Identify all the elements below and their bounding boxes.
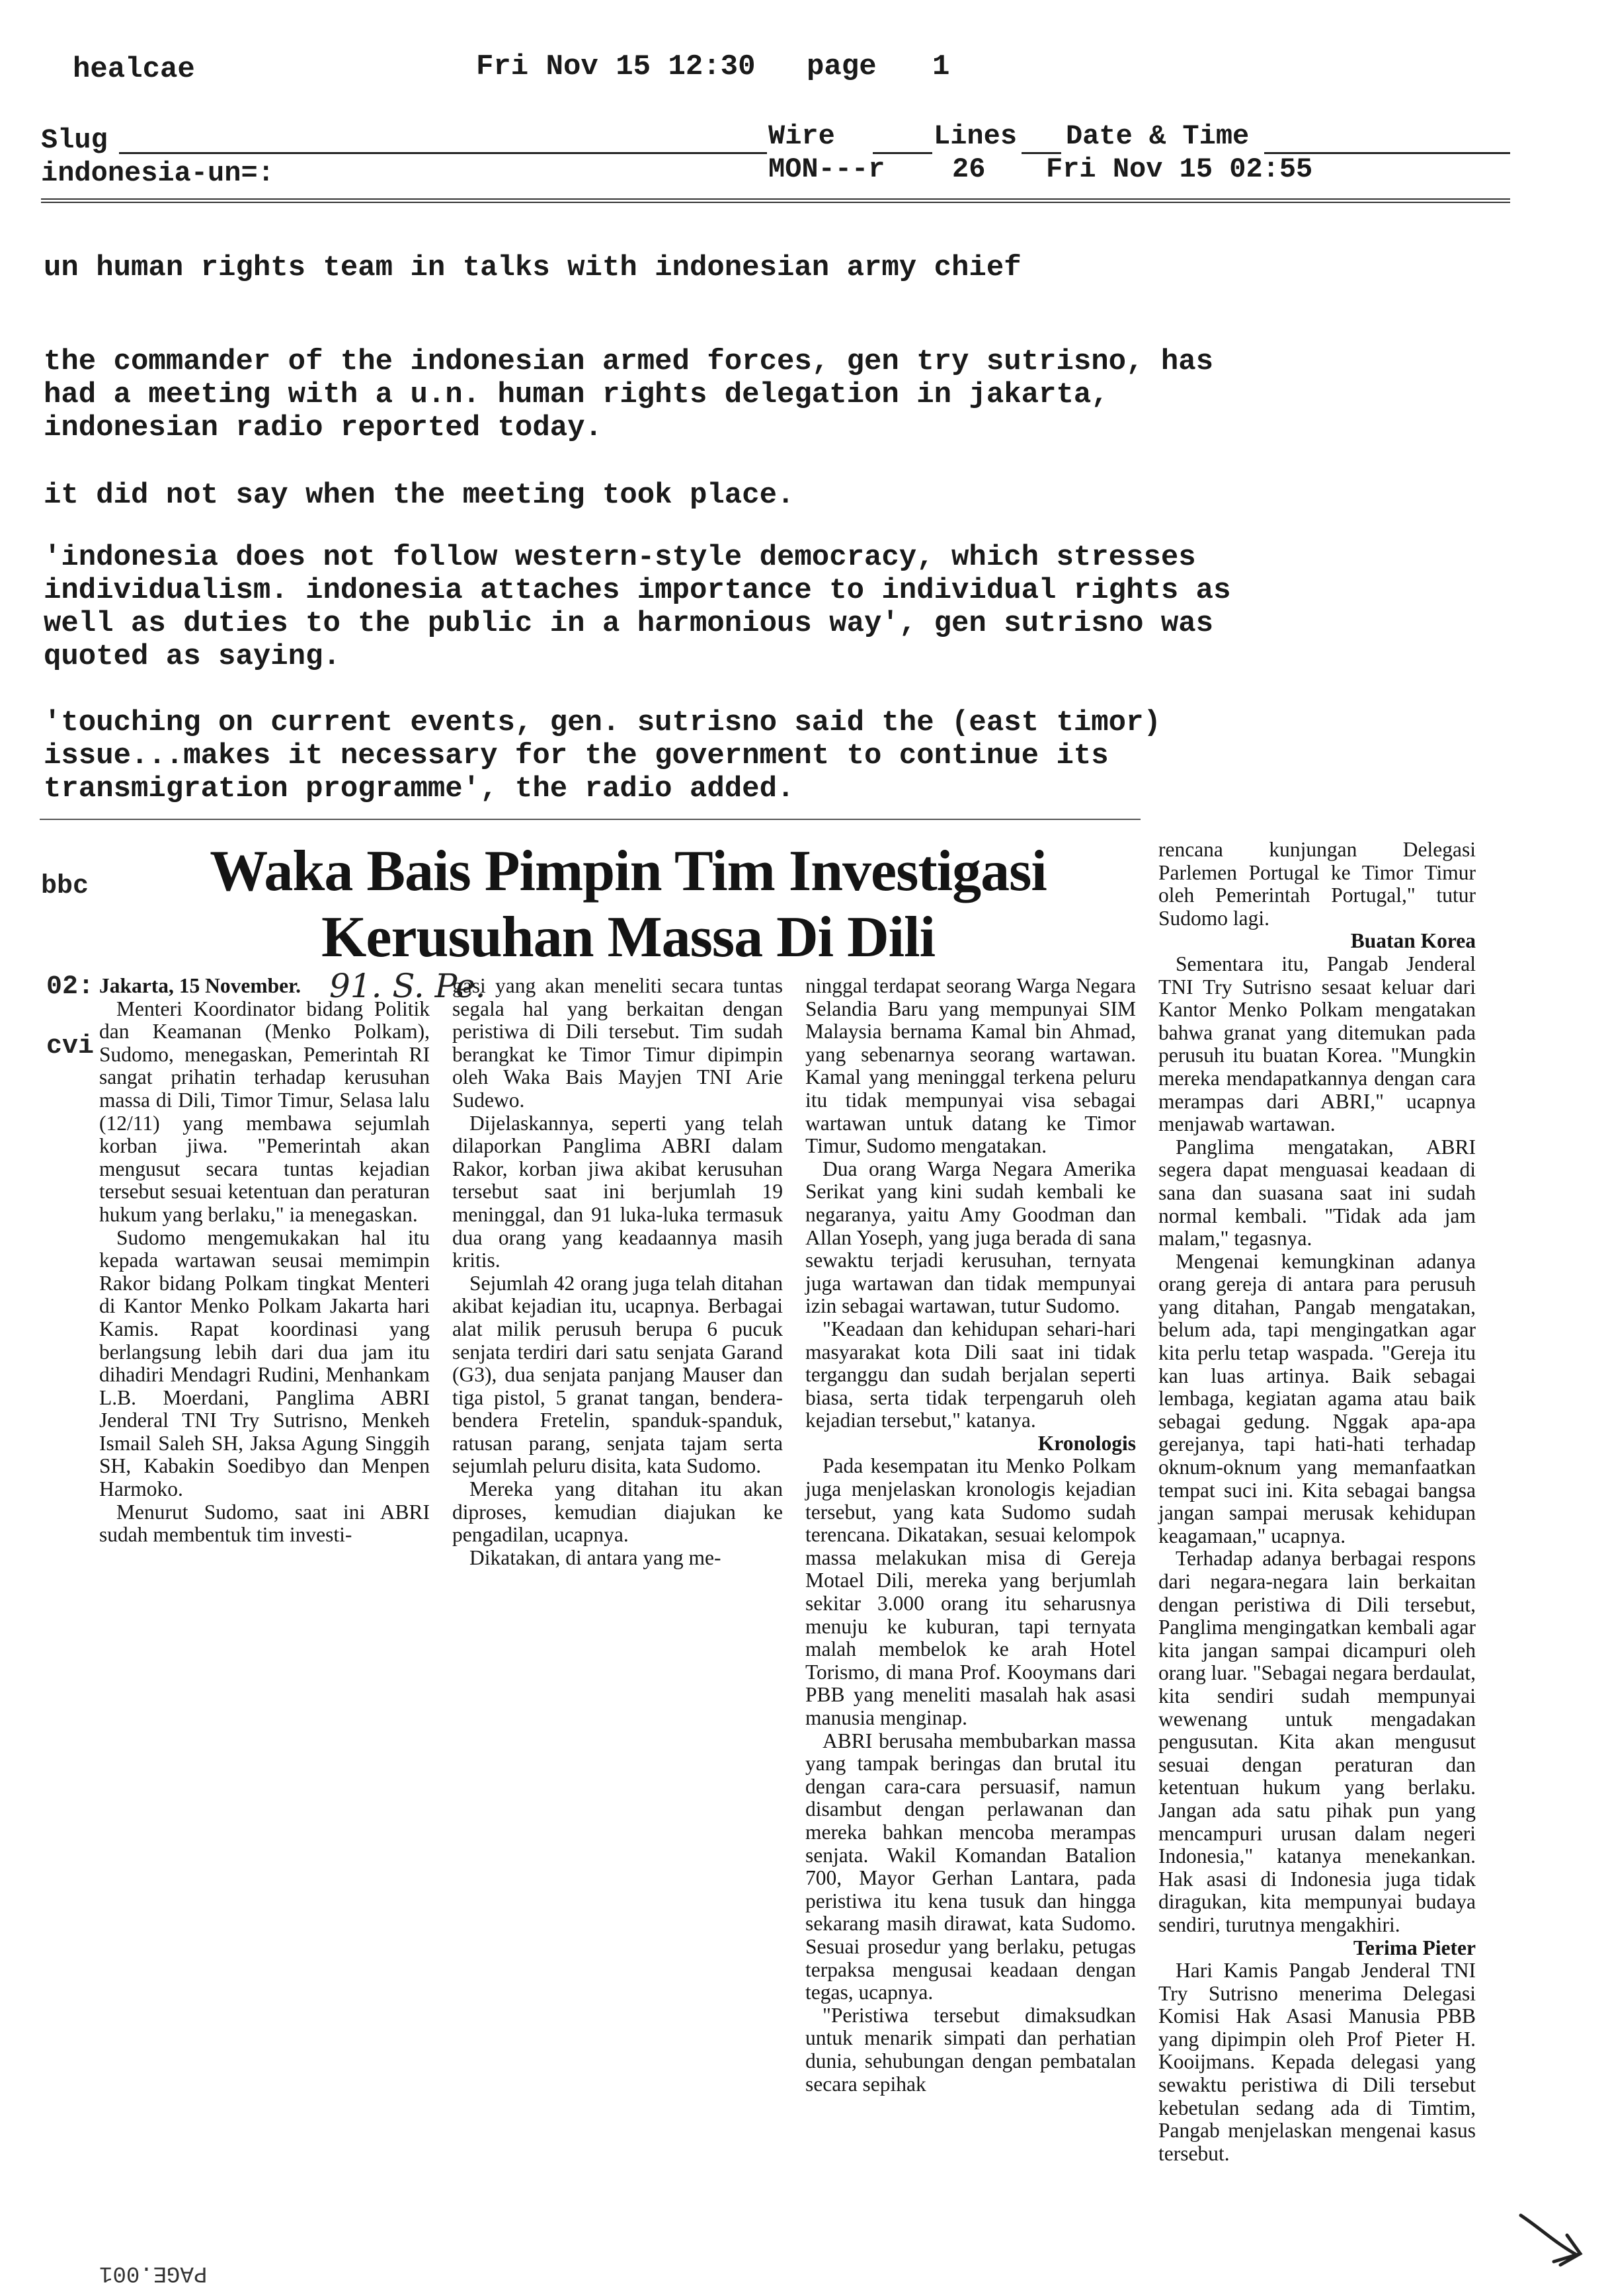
header-datetime: Fri Nov 15 12:30: [476, 50, 756, 83]
lines-label: Lines: [934, 120, 1018, 152]
clipping-top-edge: [40, 819, 1141, 820]
article-paragraph: Menurut Sudomo, saat ini ABRI sudah membentuk tim investi-: [99, 1500, 430, 1547]
article-paragraph: rencana kunjungan Delegasi Parlemen Portugal ke Timor Timur oleh Pemerintah Portugal," tutur Sudomo lagi.: [1158, 838, 1476, 930]
article-paragraph: Terhadap adanya berbagai respons dari negara-negara lain berkaitan dengan peristiwa di Dili tersebut, Panglima mengingatkan kembali agar kita jangan sampai dicampuri oleh orang luar. "Sebagai negara berdaulat, kita sendiri sudah mempunyai wewenang untuk mengadakan pengusutan. Kita akan mengusut sesuai dengan peraturan dan ketentuan hukum yang berlaku. Jangan ada satu pihak pun yang mencampuri urusan dalam negeri Indonesia," katanya menekankan. Hak asasi di Indonesia juga tidak diragukan, kita mempunyai budaya sendiri, turutnya mengakhiri.: [1158, 1547, 1476, 1936]
wire-paragraph: 'touching on current events, gen. sutrisno said the (east timor) issue...makes it necessary for the government to continue its transmigration programme', the radio added.: [44, 706, 1161, 805]
article-paragraph: "Keadaan dan kehidupan sehari-hari masyarakat kota Dili saat ini tidak terganggu dan sudah berjalan seperti biasa, serta tidak terpengaruh oleh kejadian tersebut," katanya.: [805, 1317, 1136, 1432]
wire-paragraph: the commander of the indonesian armed forces, gen try sutrisno, has had a meeting with a u.n. human rights delegation in jakarta, indonesian radio reported today.: [44, 345, 1214, 444]
headline-line-2: Kerusuhan Massa Di Dili: [321, 905, 936, 969]
article-paragraph: gasi yang akan meneliti secara tuntas segala hal yang berkaitan dengan peristiwa di Dili tersebut. Tim sudah berangkat ke Timor Timur dipimpin oleh Waka Bais Mayjen TNI Arie Sudewo.: [452, 974, 783, 1112]
article-paragraph: Mengenai kemungkinan adanya orang gereja di antara para perusuh yang ditahan, Pangab mengatakan, belum ada, tapi mengingatkan agar kita perlu tetap waspada. "Gereja itu kan luas artinya. Baik sebagai lembaga, kegiatan agama atau baik sebagai gedung. Nggak apa-apa gerejanya, tapi hati-hati terhadap oknum-oknum yang memanfaatkan tempat suci ini. Kita sebagai bangsa jangan sampai merusak kehidupan keagamaan," ucapnya.: [1158, 1249, 1476, 1547]
headline-line-1: Waka Bais Pimpin Tim Investigasi: [210, 839, 1047, 903]
article-paragraph: Dua orang Warga Negara Amerika Serikat yang kini sudah kembali ke negaranya, yaitu Amy Goodman dan Allan Yoseph, yang juga berada di sana sewaktu terjadi kerusuhan, ternyata juga wartawan dan tidak mempunyai izin sebagai wartawan, tutur Sudomo.: [805, 1157, 1136, 1318]
subheading-buatan-korea: Buatan Korea: [1350, 929, 1476, 953]
header-page-number: 1: [932, 50, 950, 83]
article-paragraph: Sejumlah 42 orang juga telah ditahan akibat kejadian itu, ucapnya. Berbagai alat milik perusuh berupa 6 pucuk senjata terdiri dari satu senjata Garand (G3), dua senjata panjang Mauser dan tiga pistol, 5 granat tangan, bendera-bendera Fretelin, spanduk-spanduk, ratusan parang, senjata tajam serta sejumlah peluru disita, kata Sudomo.: [452, 1271, 783, 1478]
article-column-3: [805, 975, 1136, 2096]
article-paragraph: Sementara itu, Pangab Jenderal TNI Try Sutrisno sesaat keluar dari Kantor Menko Polkam mengatakan bahwa granat yang ditemukan pada perusuh itu buatan Korea. "Mungkin mereka mendapatkannya dengan cara merampas dari ABRI," ucapnya menjawab wartawan.: [1158, 952, 1476, 1136]
article-paragraph: Panglima mengatakan, ABRI segera dapat menguasai keadaan di sana dan suasana saat ini sudah normal kembali. "Tidak ada jam malam," tegasnya.: [1158, 1135, 1476, 1250]
header-user: healcae: [73, 53, 195, 86]
slug-label: Slug: [41, 124, 108, 156]
article-paragraph: "Peristiwa tersebut dimaksudkan untuk menarik simpati dan perhatian dunia, sehubungan dengan pembatalan secara sepihak: [805, 2003, 1136, 2096]
subheading-kronologis: Kronologis: [1037, 1431, 1136, 1455]
wire-value: MON---r: [768, 153, 885, 185]
article-paragraph: Mereka yang ditahan itu akan diproses, kemudian diajukan ke pengadilan, ucapnya.: [452, 1477, 783, 1547]
article-paragraph: Dijelaskannya, seperti yang telah dilaporkan Panglima ABRI dalam Rakor, korban jiwa akibat kerusuhan tersebut saat ini berjumlah 19 meninggal, dan 91 luka-luka termasuk dua orang yang keadaannya masih kritis.: [452, 1111, 783, 1272]
article-paragraph: Dikatakan, di antara yang me-: [469, 1545, 721, 1569]
header-double-rule: [41, 198, 1510, 203]
handwritten-note: 91. S. Pe.: [329, 967, 486, 1005]
wire-label: Wire: [768, 120, 835, 152]
clipping-headline: [132, 839, 1124, 971]
slug-value: indonesia-un=:: [41, 157, 274, 189]
article-paragraph: ABRI berusaha membubarkan massa yang tampak beringas dan brutal itu dengan cara-cara persuasif, namun disambut dengan perlawanan dan mereka bahkan mencoba merampas senjata. Wakil Komandan Batalion 700, Mayor Gerhan Lantara, pada peristiwa itu kena tusuk dan hingga sekarang masih dirawat, kata Sudomo. Sesuai prosedur yang berlaku, petugas terpaksa mengusai keadaan dengan tegas, ucapnya.: [805, 1729, 1136, 2004]
lines-value: 26: [952, 153, 986, 185]
article-paragraph: Pada kesempatan itu Menko Polkam juga menjelaskan kronologis kejadian tersebut, yang kata Sudomo sudah terencana. Dikatakan, sesuai kelompok massa melakukan misa di Gereja Motael Dili, mereka yang berjumlah sekitar 3.000 orang itu seharusnya menuju ke kuburan, tapi ternyata malah membelok ke arah Hotel Torismo, di mana Prof. Kooymans dari PBB yang meneliti masalah hak asasi manusia menginap.: [805, 1454, 1136, 1729]
article-paragraph: Hari Kamis Pangab Jenderal TNI Try Sutrisno menerima Delegasi Komisi Hak Asasi Manusia PBB yang dipimpin oleh Prof Pieter H. Kooijmans. Kepada delegasi yang sewaktu peristiwa di Dili tersebut kebetulan sedang ada di Timtim, Pangab menjelaskan mengenai kasus tersebut.: [1158, 1959, 1476, 2165]
hand-drawn-arrow-icon: [1514, 2202, 1593, 2275]
wire-paragraph: it did not say when the meeting took place.: [44, 479, 795, 512]
wire-paragraph: 'indonesia does not follow western-style democracy, which stresses individualism. indonesia attaches importance to individual rights as well as duties to the public in a harmonious way', gen sutrisno was quoted as saying.: [44, 541, 1231, 673]
slug-underline: [119, 152, 767, 154]
margin-note-cv: cvi: [46, 1032, 95, 1061]
date-time-label: Date & Time: [1066, 120, 1250, 152]
article-paragraph: ninggal terdapat seorang Warga Negara Selandia Baru yang mempunyai SIM Malaysia bernama Kamal bin Ahmad, yang sebenarnya seorang wartawan. Kamal yang meninggal terkena peluru itu tidak mempunyai visa sebagai wartawan untuk datang ke Timor Timur, Sudomo mengatakan.: [805, 974, 1136, 1158]
article-paragraph: Sudomo mengemukakan hal itu kepada wartawan seusai memimpin Rakor bidang Polkam tingkat Menteri di Kantor Menko Polkam Jakarta hari Kamis. Rapat koordinasi yang berlangsung lebih dari dua jam itu dihadiri Mendagri Rudini, Menhankam L.B. Moerdani, Panglima ABRI Jenderal TNI Try Sutrisno, Menkeh Ismail Saleh SH, Jaksa Agung Singgih SH, Kabakin Soedibyo dan Menpen Harmoko.: [99, 1225, 430, 1501]
date-time-value: Fri Nov 15 02:55: [1046, 153, 1313, 185]
margin-note-bbc: bbc: [41, 872, 89, 901]
wire-title: un human rights team in talks with indonesian army chief: [44, 251, 1022, 284]
article-paragraph: Menteri Koordinator bidang Politik dan Keamanan (Menko Polkam), Sudomo, menegaskan, Pemerintah RI sangat prihatin terhadap kerusuhan massa di Dili, Timor Timur, Selasa lalu (12/11) yang membawa sejumlah korban jiwa. "Pemerintah akan mengusut secara tuntas kejadian tersebut sesuai ketentuan dan peraturan hukum yang berlaku," ia menegaskan.: [99, 997, 430, 1226]
article-column-2: [452, 975, 783, 1569]
article-column-1: [99, 975, 430, 1547]
article-column-4: [1158, 839, 1476, 2165]
article-dateline: Jakarta, 15 November.: [99, 974, 302, 997]
header-page-label: page: [807, 50, 877, 83]
margin-note-time: 02:: [46, 972, 95, 1002]
page-stamp: PAGE.001: [99, 2260, 208, 2285]
subheading-terima-pieter: Terima Pieter: [1353, 1936, 1476, 1959]
